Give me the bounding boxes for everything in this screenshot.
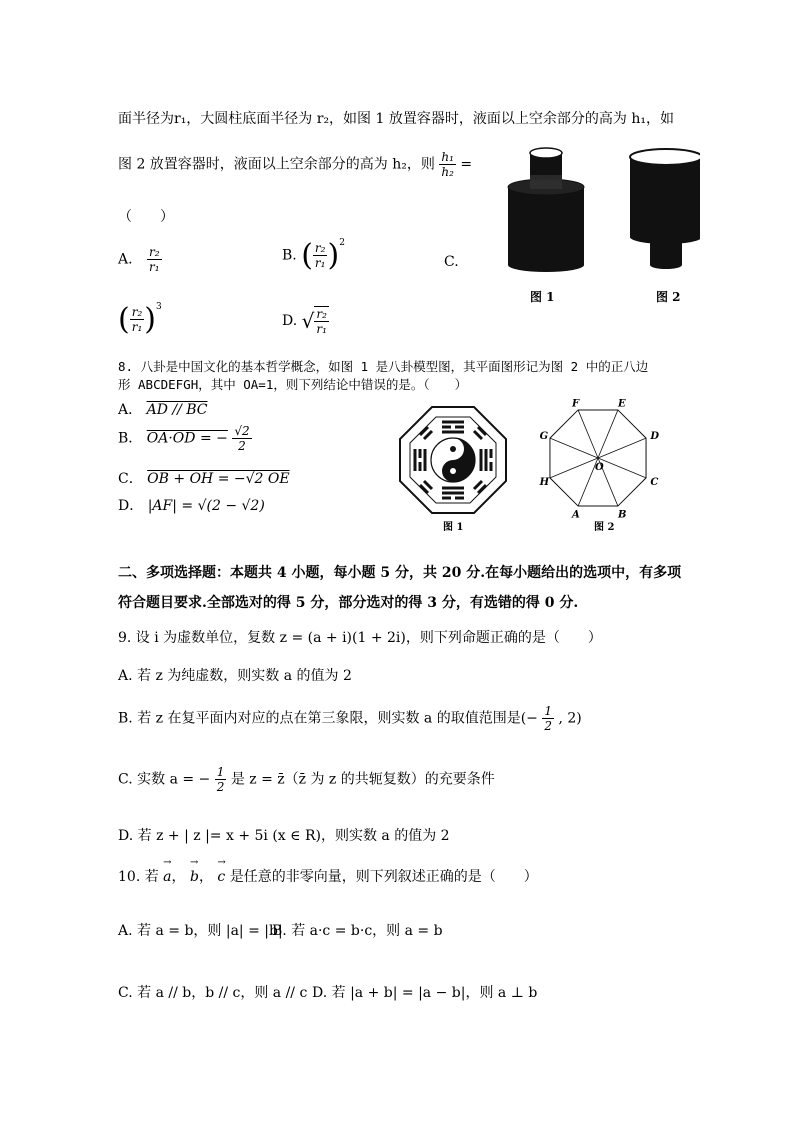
vertex-label: H [539, 476, 550, 488]
q9-option-b-den: 2 [544, 719, 552, 733]
q8-option-d [118, 495, 265, 515]
q8-option-a-label: A． [118, 402, 143, 418]
q9-option-c-den: 2 [216, 780, 225, 794]
vertex-label: C [650, 476, 659, 488]
section2-line2: 符合题目要求.全部选对的得 5 分，部分选对的得 3 分，有选错的得 0 分. [118, 595, 579, 611]
q7-option-b [282, 238, 345, 273]
q10-stem: 10. 若 → a， → b， → c 是任意的非零向量，则下列叙述正确的是（ ） [118, 866, 538, 886]
q7-option-c-den: r₁ [131, 320, 143, 334]
q9-option-b-fraction [542, 704, 554, 733]
octagon-shape [539, 399, 660, 520]
q9-option-a: A. 若 z 为纯虚数，则实数 a 的值为 2 [118, 668, 352, 684]
q9-option-c-suffix: 是 z = z̄（z̄ 为 z 的共轭复数）的充要条件 [230, 771, 495, 788]
q7-line2-prefix: 图 2 放置容器时，液面以上空余部分的高为 h₂，则 [118, 156, 435, 173]
q9-option-c-prefix: C. 实数 a = − [118, 771, 211, 788]
center-label: O [595, 462, 604, 473]
q8-option-a [118, 399, 208, 419]
q8-octagon-figure [530, 398, 670, 520]
q8-option-d-expr: |AF| = √(2 − √2) [147, 498, 265, 514]
vertex-label: D [650, 431, 660, 443]
vertex-label: G [539, 431, 549, 443]
q8-fig1-caption: 图 1 [443, 522, 464, 533]
q9-option-b [118, 704, 582, 733]
q7-ratio-fraction [439, 150, 456, 179]
q9-stem: 9. 设 i 为虚数单位，复数 z = (a + i)(1 + 2i)，则下列命题正确的是（ ） [118, 630, 602, 646]
q7-option-a-fraction [147, 245, 162, 274]
q8-option-a-expr: AD // BC [146, 402, 208, 418]
q7-line2 [118, 150, 472, 179]
q7-option-d-label: D. [282, 313, 298, 329]
section2-line1: 二、多项选择题：本题共 4 小题，每小题 5 分，共 20 分.在每小题给出的选项中，有多项 [118, 565, 682, 581]
q7-paren: （ ） [118, 209, 174, 225]
q7-option-c-fraction [130, 305, 145, 334]
q8-option-b-num: √2 [234, 424, 250, 438]
q9-option-d: D. 若 z + | z |= x + 5i (x ∈ R)，则实数 a 的值为 2 [118, 828, 450, 844]
q8-option-c-expr: OB + OH = −√2 OE [147, 471, 290, 487]
q10-option-b: B. 若 a·c = b·c，则 a = b [272, 923, 443, 939]
q9-option-b-suffix: , 2) [558, 710, 582, 727]
q7-option-b-lparen: ( [301, 238, 313, 273]
q7-option-a-label: A. [118, 251, 133, 268]
q8-option-b [118, 424, 252, 453]
q7-line1: 面半径为r₁，大圆柱底面半径为 r₂，如图 1 放置容器时，液面以上空余部分的高为 h₁，如 [118, 111, 674, 127]
q7-option-b-rparen: ) [327, 238, 340, 273]
q7-option-c-exp: 3 [155, 302, 162, 312]
q7-line2-suffix: = [460, 156, 473, 173]
q10-vector-a: → a [163, 869, 171, 885]
q7-fig2-caption: 图 2 [656, 290, 681, 304]
q9-option-b-prefix: B. 若 z 在复平面内对应的点在第三象限，则实数 a 的取值范围是(− [118, 710, 538, 727]
q10-stem-prefix: 10. 若 [118, 869, 159, 885]
q7-option-a-num: r₂ [149, 245, 160, 259]
vertex-label: B [617, 509, 627, 520]
q7-option-d-radical: √ [301, 309, 315, 333]
q7-ratio-den: h₂ [441, 165, 454, 179]
q7-option-c-num: r₂ [131, 305, 143, 319]
q8-line2: 形 ABCDEFGH，其中 OA=1，则下列结论中错误的是。（ ） [118, 377, 468, 392]
q8-option-c [118, 468, 290, 488]
q7-option-c [118, 302, 162, 337]
q7-option-b-fraction [313, 241, 328, 270]
q7-option-d-fraction [314, 306, 329, 336]
q9-option-c-fraction [215, 765, 227, 794]
q7-option-b-den: r₁ [314, 256, 326, 270]
q8-option-b-den: 2 [238, 439, 246, 453]
q7-figure-2 [630, 149, 700, 269]
q8-option-b-fraction [232, 424, 251, 453]
q7-ratio-num: h₁ [441, 150, 454, 164]
q7-option-c-lparen: ( [118, 302, 130, 337]
vertex-label: A [572, 509, 580, 520]
vertex-label: E [617, 398, 626, 410]
q10-option-c: C. 若 a // b，b // c，则 a // c [118, 985, 308, 1001]
q7-fig1-caption: 图 1 [530, 290, 555, 304]
q7-option-d-den: r₁ [316, 322, 327, 336]
q10-vector-b: → b [190, 869, 199, 885]
vertex-label: F [572, 398, 580, 410]
q7-option-b-label: B. [282, 247, 297, 264]
q7-option-b-exp: 2 [339, 238, 345, 248]
q10-option-a: A. 若 a = b，则 |a| = |b| [118, 923, 283, 939]
q8-bagua-figure [398, 405, 508, 515]
q7-option-a [118, 245, 162, 274]
q7-option-c-rparen: ) [144, 302, 156, 337]
q10-option-d: D. 若 |a + b| = |a − b|，则 a ⊥ b [312, 985, 538, 1001]
q8-option-b-label: B． [118, 430, 143, 447]
q7-option-c-label: C. [444, 254, 459, 270]
q9-option-c-num: 1 [216, 765, 225, 779]
q8-line1: 8. 八卦是中国文化的基本哲学概念，如图 1 是八卦模型图，其平面图形记为图 2 中的正八边 [118, 359, 649, 374]
q7-option-b-num: r₂ [314, 241, 326, 255]
q7-option-d-num: r₂ [316, 307, 327, 321]
q8-option-b-expr: OA·OD = − [146, 430, 228, 447]
q7-option-a-den: r₁ [149, 260, 160, 274]
q7-figure-1 [508, 148, 584, 272]
q8-fig2-caption: 图 2 [594, 522, 615, 533]
q7-option-d [282, 306, 329, 336]
q8-option-d-label: D． [118, 498, 144, 514]
q9-option-c [118, 765, 495, 794]
q10-stem-suffix: 是任意的非零向量，则下列叙述正确的是（ ） [229, 869, 538, 885]
q9-option-b-num: 1 [544, 704, 552, 718]
q7-cylinder-figures [500, 145, 700, 285]
q10-vector-c: → c [217, 869, 225, 885]
q8-option-c-label: C． [118, 471, 143, 487]
